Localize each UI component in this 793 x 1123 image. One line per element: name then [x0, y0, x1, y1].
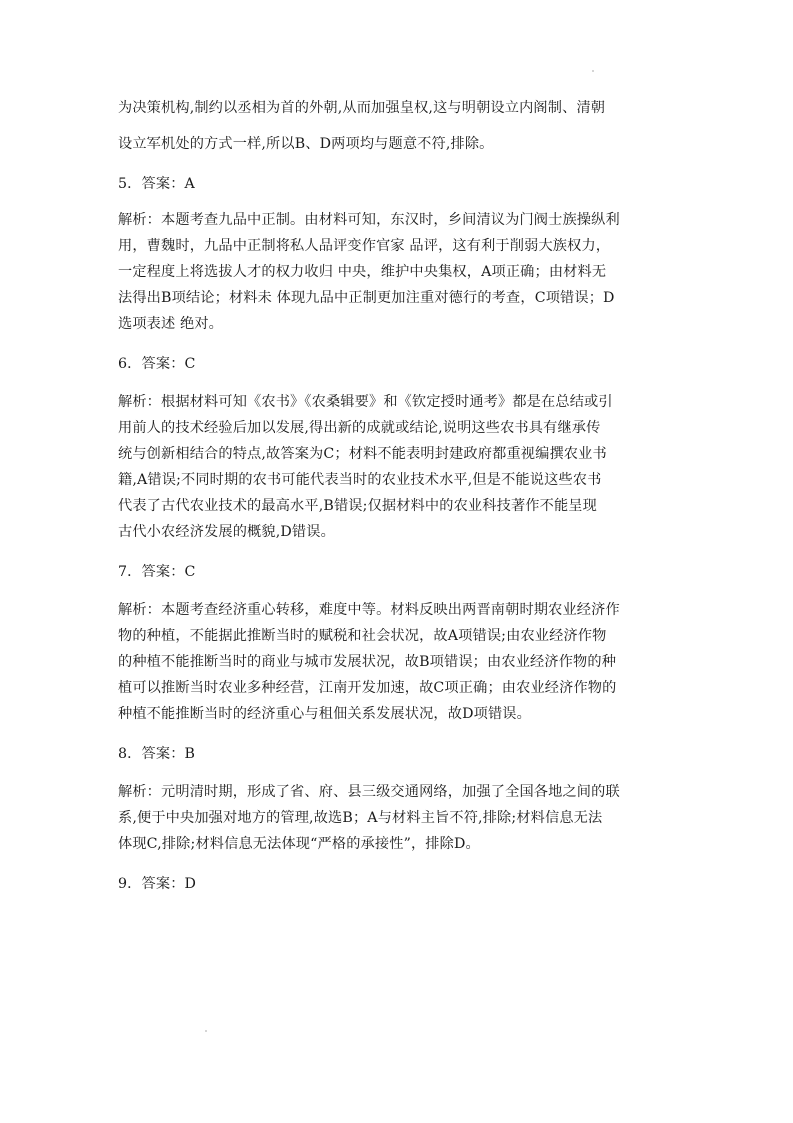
explanation-line: 解析：本题考查经济重心转移，难度中等。材料反映出两晋南朝时期农业经济作: [118, 602, 620, 618]
explanation-line: 解析：本题考查九品中正制。由材料可知，东汉时，乡间清议为门阀士族操纵利: [118, 212, 620, 228]
explanation-line: 籍,A错误;不同时期的农书可能代表当时的农业技术水平,但是不能说这些农书: [118, 472, 602, 488]
answer-heading: 9．答案：D: [118, 876, 197, 892]
explanation-line: 解析：元明清时期，形成了省、府、县三级交通网络，加强了全国各地之间的联: [118, 784, 620, 800]
answer-block-5: [118, 171, 678, 337]
answer-block-6: [118, 351, 678, 545]
explanation-line: 代表了古代农业技术的最高水平,B错误;仅据材料中的农业科技著作不能呈现: [118, 498, 597, 514]
explanation-line: 选项表述 绝对。: [118, 316, 224, 332]
answer-heading: 8．答案：B: [118, 746, 196, 762]
explanation-line: 古代小农经济发展的概貌,D错误。: [118, 524, 335, 540]
explanation-line: 物的种植，不能据此推断当时的赋税和社会状况，故A项错误;由农业经济作物: [118, 628, 607, 644]
scan-dot-top: [592, 70, 594, 72]
text-line: 设立军机处的方式一样,所以B、D两项均与题意不符,排除。: [118, 136, 494, 152]
explanation-line: 种植不能推断当时的经济重心与租佃关系发展状况，故D项错误。: [118, 706, 531, 722]
explanation-line: 体现C,排除;材料信息无法体现“严格的承接性”，排除D。: [118, 836, 480, 852]
explanation-line: 法得出B项结论；材料未 体现九品中正制更加注重对德行的考查，C项错误；D: [118, 290, 615, 306]
explanation-line: 系,便于中央加强对地方的管理,故选B；A与材料主旨不符,排除;材料信息无法: [118, 810, 603, 826]
text-line: 为决策机构,制约以丞相为首的外朝,从而加强皇权,这与明朝设立内阁制、清朝: [118, 100, 606, 116]
answer-heading: 6．答案：C: [118, 356, 196, 372]
answer-block-7: [118, 559, 678, 727]
explanation-line: 统与创新相结合的特点,故答案为C；材料不能表明封建政府都重视编撰农业书: [118, 446, 607, 462]
explanation-line: 一定程度上将选拔人才的权力收归 中央，维护中央集权，A项正确；由材料无: [118, 264, 607, 280]
answer-heading: 7．答案：C: [118, 564, 196, 580]
document-body: [118, 95, 678, 897]
explanation-line: 用前人的技术经验后加以发展,得出新的成就或结论,说明这些农书具有继承传: [118, 420, 601, 436]
answer-block-8: [118, 741, 678, 857]
intro-paragraph: [118, 95, 678, 157]
explanation-line: 用，曹魏时，九品中正制将私人品评变作官家 品评，这有利于削弱大族权力，: [118, 238, 611, 254]
scan-dot-bottom: [205, 1030, 207, 1032]
explanation-line: 的种植不能推断当时的商业与城市发展状况，故B项错误；由农业经济作物的种: [118, 654, 617, 670]
answer-heading: 5．答案：A: [118, 176, 195, 192]
explanation-line: 植可以推断当时农业多种经营，江南开发加速，故C项正确；由农业经济作物的: [118, 680, 617, 696]
answer-block-9: [118, 871, 678, 897]
explanation-line: 解析：根据材料可知《农书》《农桑辑要》和《钦定授时通考》都是在总结或引: [118, 394, 613, 410]
